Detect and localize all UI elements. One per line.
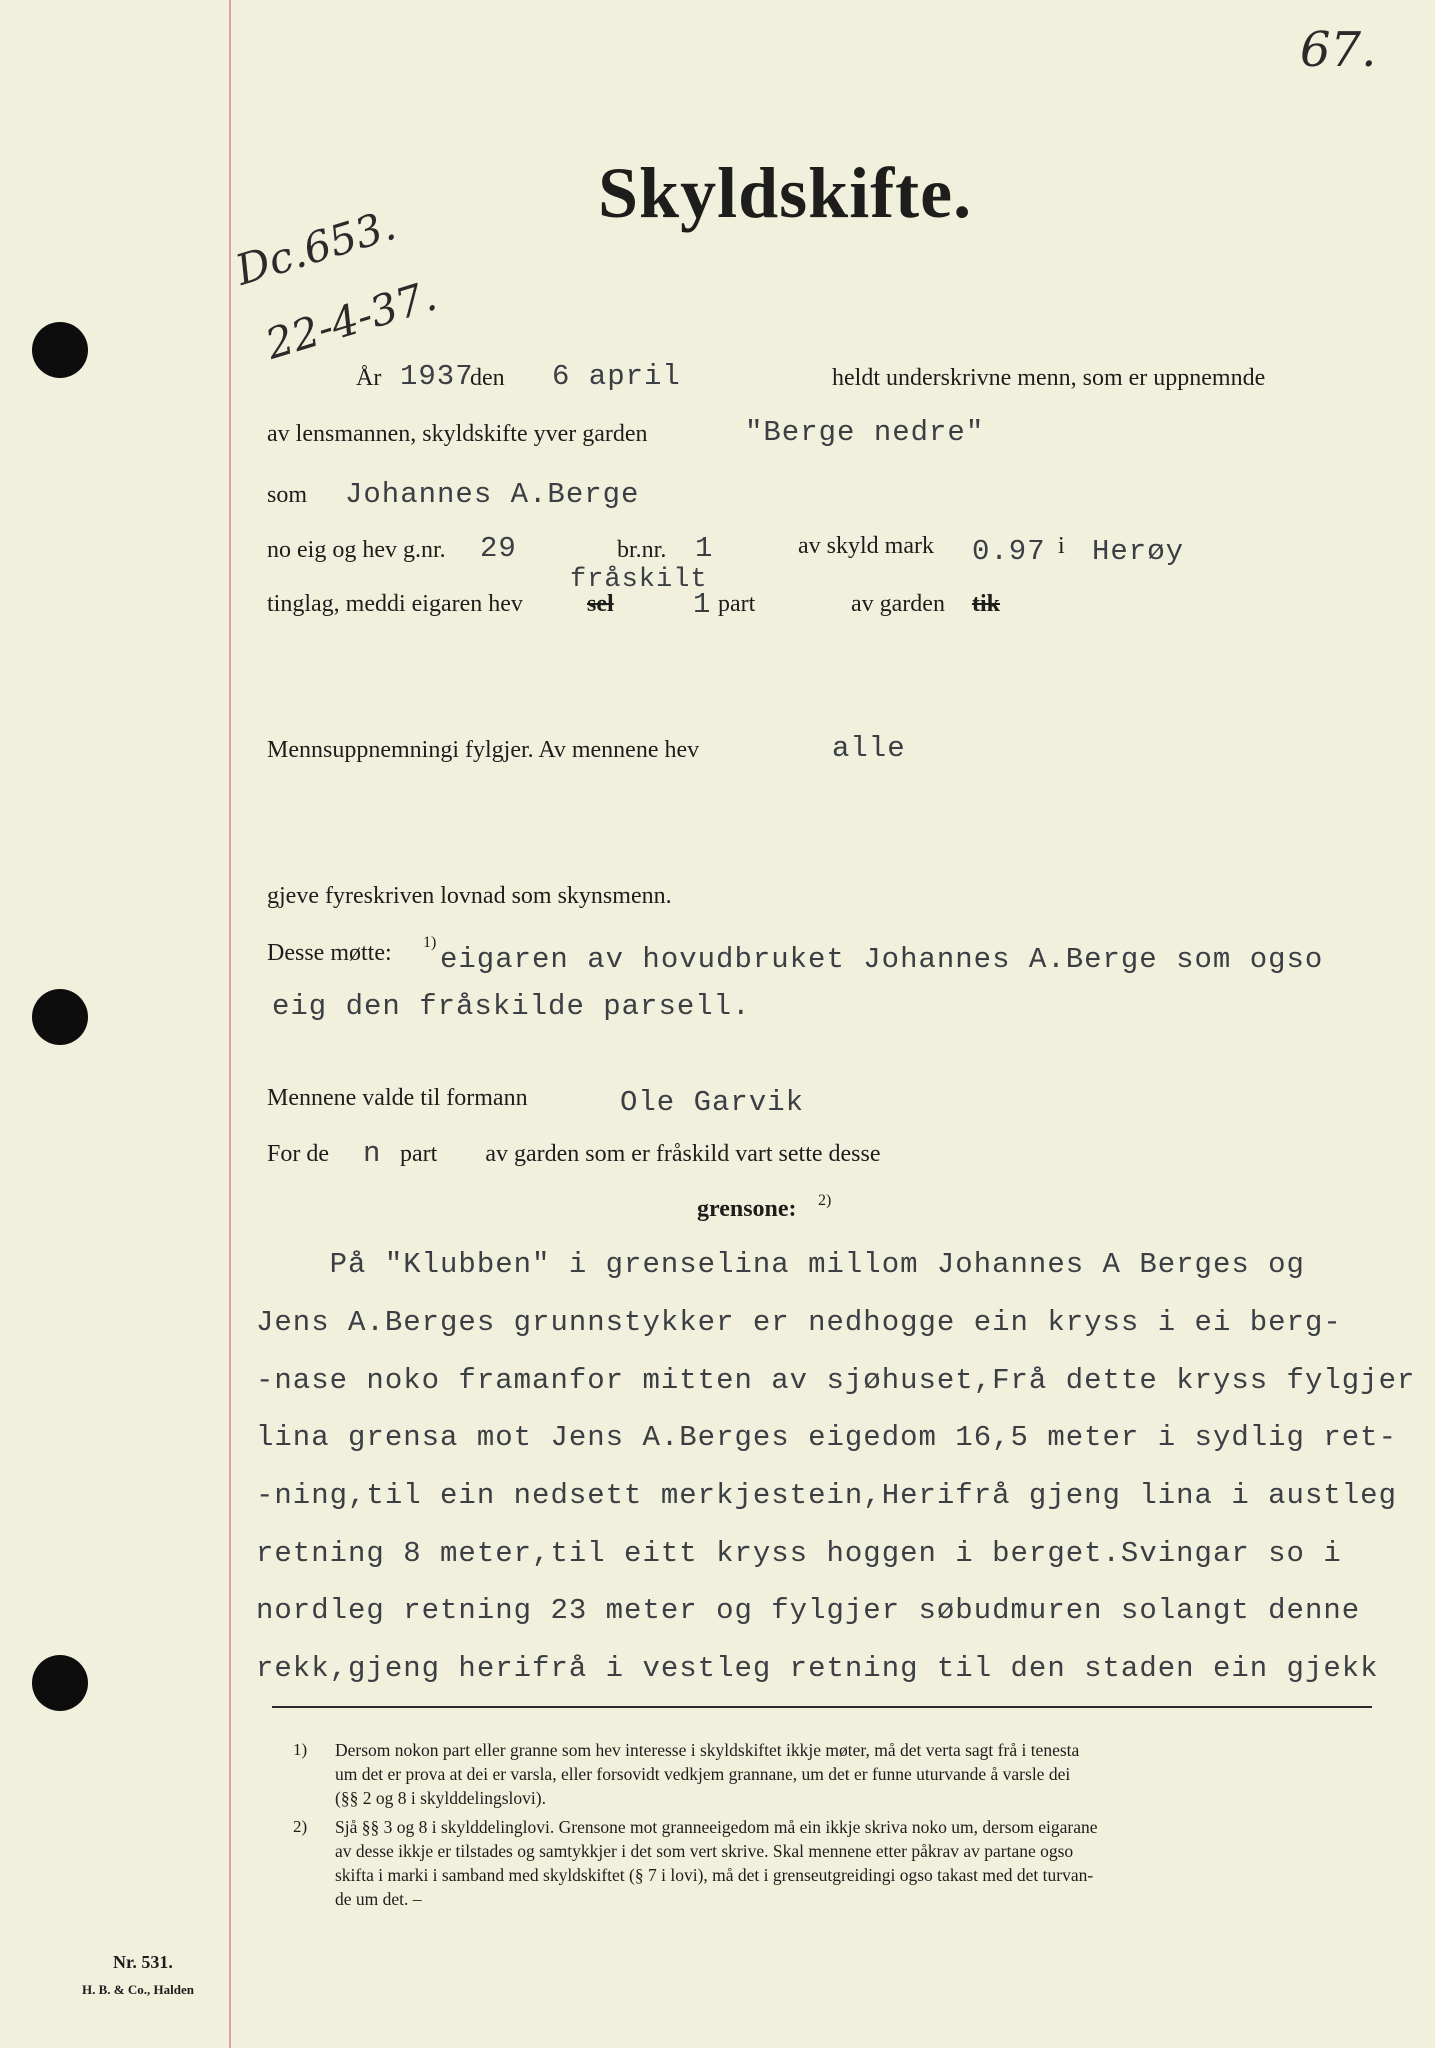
date-value: 6 april	[552, 360, 681, 393]
stamp-line-1: Dc.653.	[230, 200, 402, 295]
boundary-line: På "Klubben" i grenselina millom Johannes A Berges og	[256, 1248, 1305, 1281]
footnote-2-line: Sjå §§ 3 og 8 i skylddelinglovi. Grensone mot granneeigedom må ein ikkje skriva noko um, dersom eigarane	[335, 1817, 1098, 1837]
margin-line	[229, 0, 231, 2048]
desse-motte-line-1: eigaren av hovudbruket Johannes A.Berge som ogso	[440, 943, 1324, 976]
boundary-line: retning 8 meter,til eitt kryss hoggen i berget.Svingar so i	[256, 1537, 1342, 1570]
part-value: 1	[693, 588, 712, 621]
desse-motte-line-2: eig den fråskilde parsell.	[272, 990, 751, 1023]
gnr-value: 29	[480, 532, 517, 565]
boundary-line: -nase noko framanfor mitten av sjøhuset,Frå dette kryss fylgjer	[256, 1364, 1416, 1397]
mennsuppnemning-label: Mennsuppnemningi fylgjer. Av mennene hev	[267, 737, 700, 763]
footnote-2	[335, 1815, 1098, 1911]
footnote-mark-1: 1)	[423, 934, 437, 951]
footnote-divider	[272, 1706, 1372, 1708]
footnote-2-line: skifta i marki i samband med skyldskiftet (§ 7 i lovi), må det i grenseutgreidingi ogso takast med det turvan-	[335, 1865, 1094, 1885]
som-label: som	[267, 482, 308, 508]
year-value: 1937	[400, 360, 474, 393]
footnote-2-mark: 2)	[293, 1817, 308, 1836]
brnr-label: br.nr.	[617, 537, 667, 563]
footnote-1-line: (§§ 2 og 8 i skylddelingslovi).	[335, 1788, 546, 1808]
page-title: Skyldskifte.	[598, 153, 973, 233]
formann-value: Ole Garvik	[620, 1086, 805, 1119]
brnr-value: 1	[695, 532, 714, 565]
punch-hole	[32, 989, 88, 1045]
boundary-line: Jens A.Berges grunnstykker er nedhogge ein kryss i ei berg-	[256, 1306, 1342, 1339]
tik-struck: tik	[972, 591, 1001, 617]
stamp-line-2: 22-4-37.	[260, 270, 443, 369]
ar-label: År	[356, 365, 382, 391]
part-label: part	[718, 591, 756, 617]
form-number: Nr. 531.	[113, 1952, 173, 1972]
skyld-value: 0.97	[972, 535, 1046, 568]
tinglag-label: tinglag, meddi eigaren hev	[267, 591, 523, 617]
footnote-1-line: Dersom nokon part eller granne som hev interesse i skyldskiftet ikkje møter, må det verta sagt frå i tenesta	[335, 1740, 1080, 1760]
punch-hole	[32, 1655, 88, 1711]
owner-value: Johannes A.Berge	[345, 478, 640, 511]
printer-name: H. B. & Co., Halden	[82, 1982, 194, 1997]
boundary-line: rekk,gjeng herifrå i vestleg retning til den staden ein gjekk	[256, 1652, 1379, 1685]
footnote-mark-2: 2)	[818, 1192, 832, 1209]
footnote-1	[335, 1738, 1079, 1810]
skyld-label: av skyld mark	[798, 533, 934, 559]
boundary-line: lina grensa mot Jens A.Berges eigedom 16,5 meter i sydlig ret-	[256, 1421, 1397, 1454]
footnote-1-line: um det er prova at dei er varsla, eller forsovidt vedkjem grannane, um det er funne uturvande å varsle dei	[335, 1764, 1071, 1784]
grensone-label: grensone:	[697, 1196, 797, 1222]
footnote-1-mark: 1)	[293, 1740, 308, 1759]
footnote-2-line: av desse ikkje er tilstades og samtykkjer i det som vert skrive. Skal mennene etter påkrav av partane ogso	[335, 1841, 1074, 1861]
fraskilt-value: fråskilt	[570, 565, 708, 595]
for-de-label: For de	[267, 1141, 329, 1167]
for-de-value: n	[363, 1137, 382, 1170]
punch-hole	[32, 322, 88, 378]
sel-struck: sel	[587, 591, 614, 617]
i-label: i	[1058, 533, 1065, 559]
av-garden-label: av garden	[851, 591, 945, 617]
farm-name: "Berge nedre"	[745, 416, 985, 449]
mennsuppnemning-value: alle	[832, 732, 906, 765]
boundary-line: -ning,til ein nedsett merkjestein,Herifrå gjeng lina i austleg	[256, 1479, 1397, 1512]
gnr-label: no eig og hev g.nr.	[267, 537, 446, 563]
footnote-2-line: de um det. –	[335, 1889, 422, 1909]
garden-label: av lensmannen, skyldskifte yver garden	[267, 421, 648, 447]
desse-motte-label: Desse møtte:	[267, 940, 392, 966]
municipality-value: Herøy	[1092, 535, 1185, 568]
boundary-line: nordleg retning 23 meter og fylgjer søbudmuren solangt denne	[256, 1594, 1361, 1627]
intro-rest: heldt underskrivne menn, som er uppnemnde	[832, 365, 1266, 391]
lovnad-line: gjeve fyreskriven lovnad som skynsmenn.	[267, 883, 672, 909]
den-label: den	[470, 365, 505, 391]
page-number: 67.	[1300, 22, 1377, 78]
formann-label: Mennene valde til formann	[267, 1085, 528, 1111]
part-line: part av garden som er fråskild vart sette desse	[400, 1141, 881, 1167]
